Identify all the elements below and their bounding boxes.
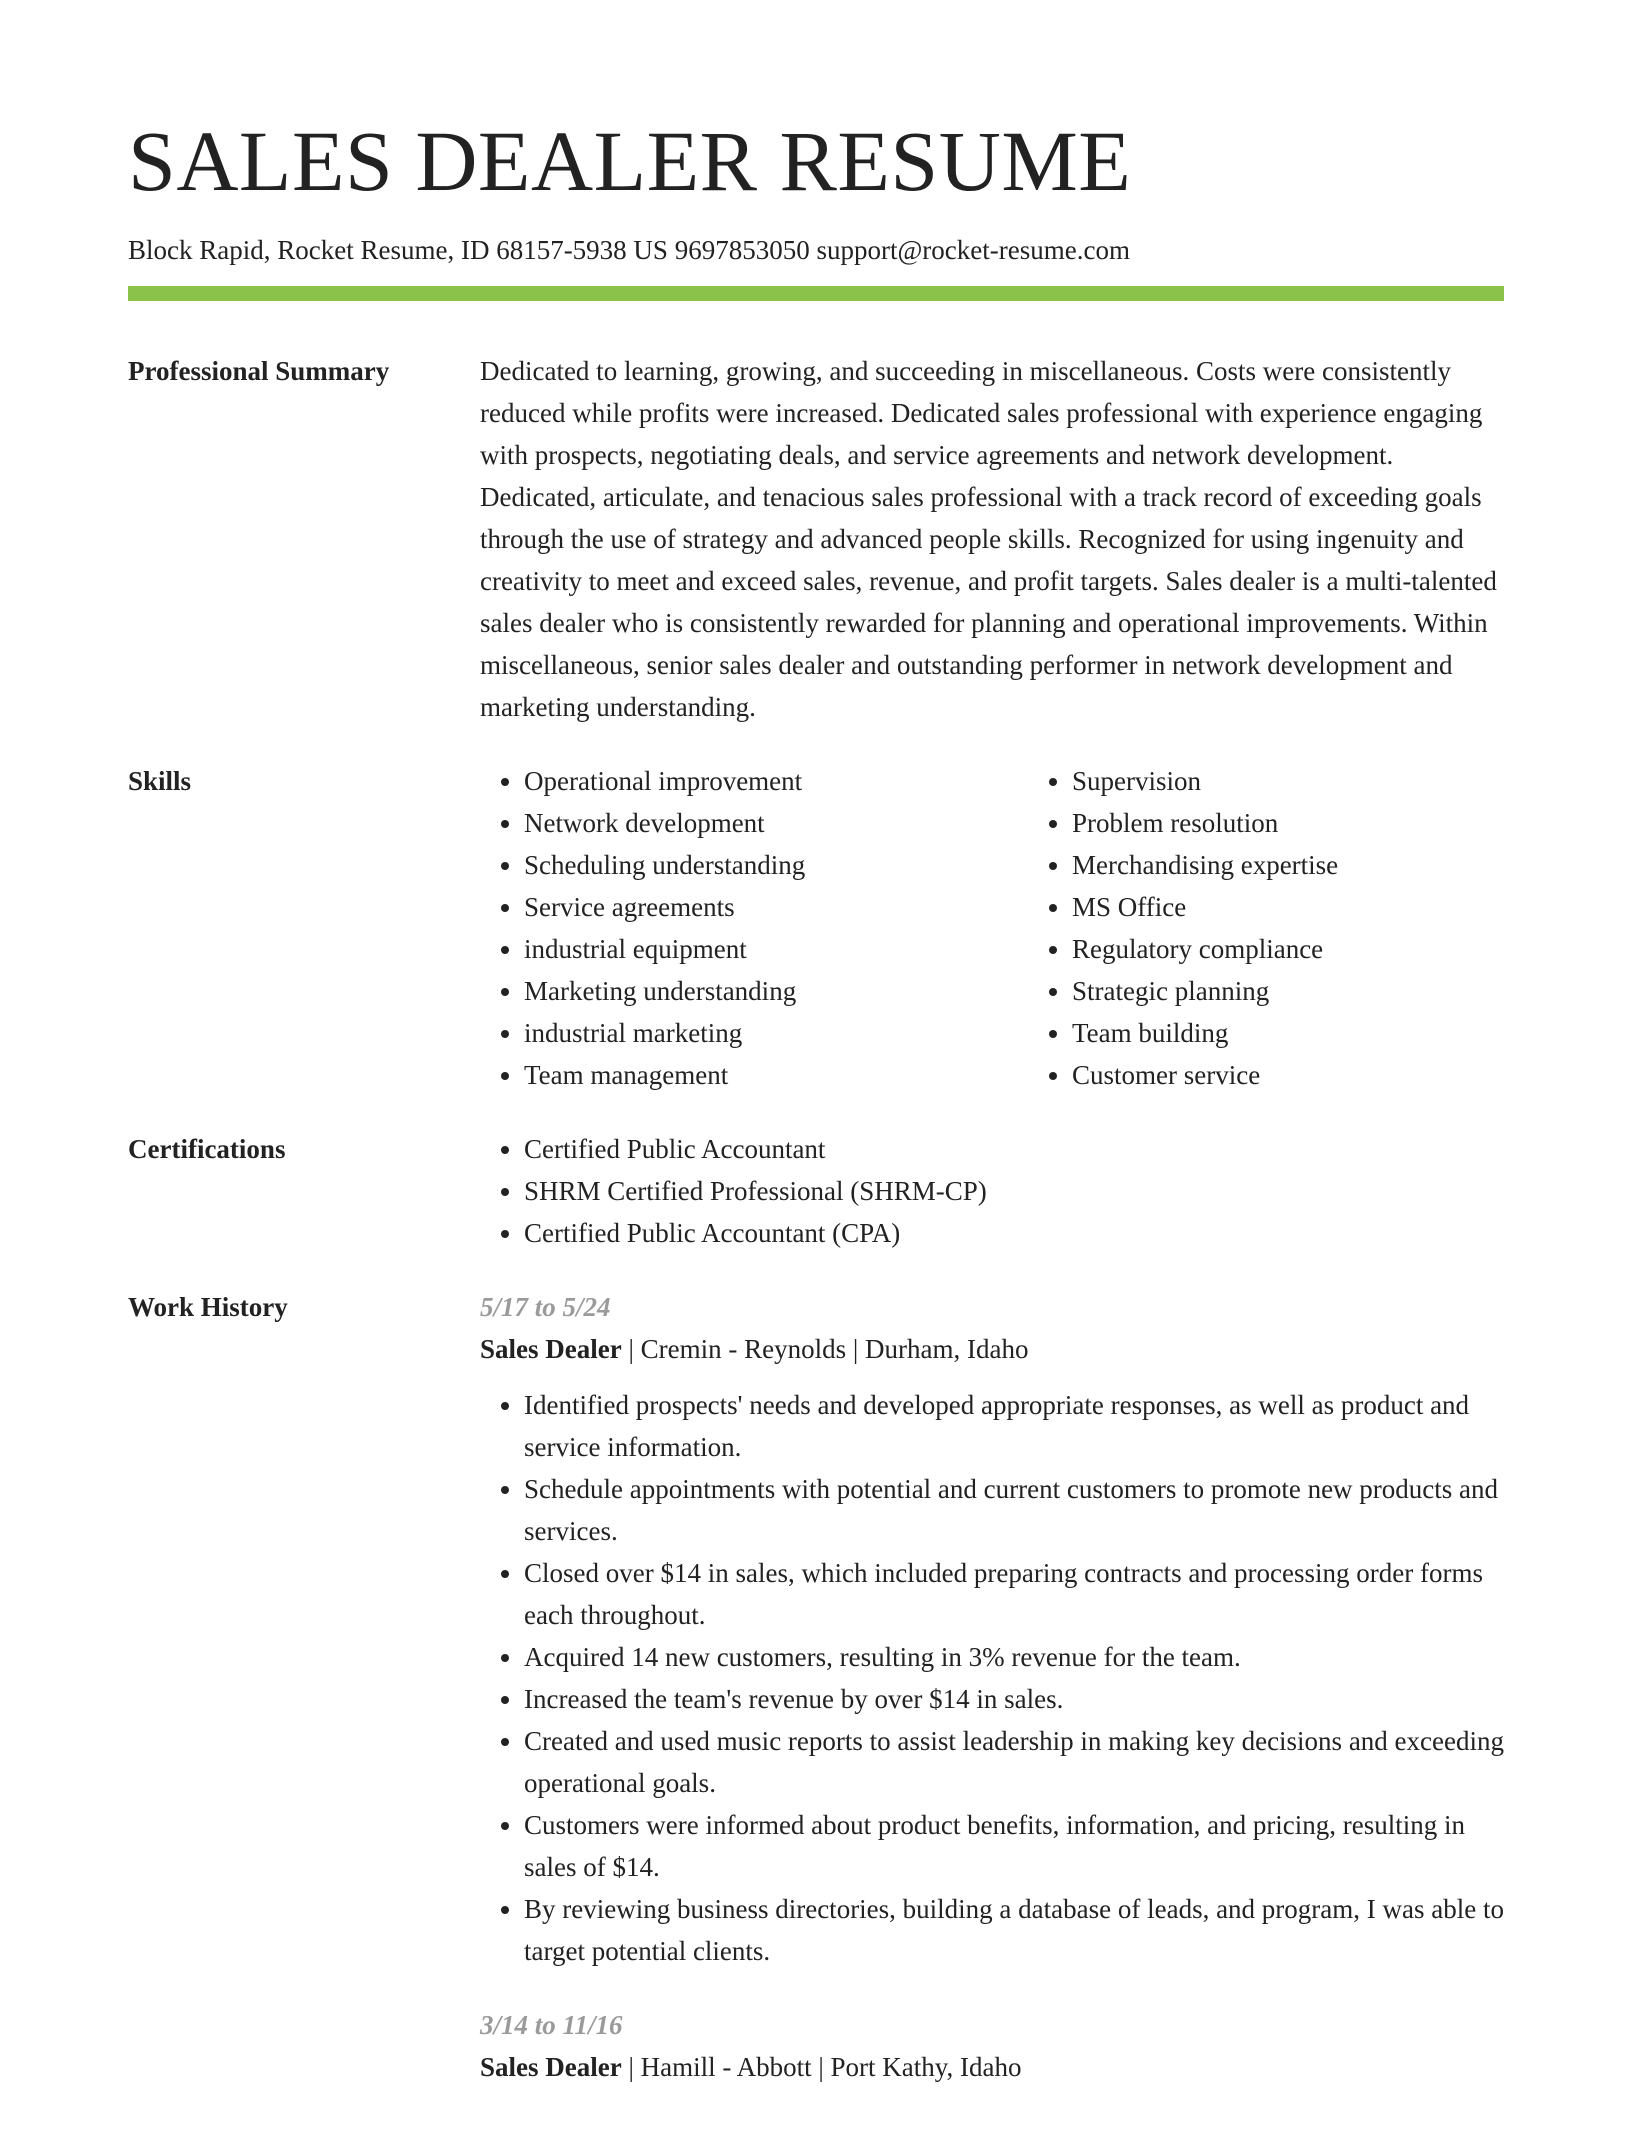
section-body-work-history: [480, 1286, 1504, 2120]
skills-list-left: [480, 760, 984, 1096]
section-label-skills: Skills: [128, 766, 192, 796]
section-work-history: [128, 1286, 1504, 2120]
skill-item: • Regulatory compliance: [1072, 928, 1532, 970]
job-bullet: • Increased the team's revenue by over $14 in sales.: [524, 1678, 1504, 1720]
section-label-summary: Professional Summary: [128, 356, 390, 386]
skill-item: • Team building: [1072, 1012, 1532, 1054]
job-bullet: • By reviewing business directories, building a database of leads, and program, I was able to target potential clients.: [524, 1888, 1504, 1972]
job-entry: [480, 1286, 1504, 1972]
skill-item: • Supervision: [1072, 760, 1532, 802]
section-label-work-history: Work History: [128, 1292, 288, 1322]
job-dates: 5/17 to 5/24: [480, 1292, 611, 1322]
contact-line: Block Rapid, Rocket Resume, ID 68157-5938 US 9697853050 support@rocket-resume.com: [128, 235, 1130, 265]
skill-item: • MS Office: [1072, 886, 1532, 928]
skill-item: • Problem resolution: [1072, 802, 1532, 844]
job-heading: [480, 1328, 1504, 1370]
job-bullet: • Closed over $14 in sales, which included preparing contracts and processing order forms each throughout.: [524, 1552, 1504, 1636]
job-dates: 3/14 to 11/16: [480, 2010, 623, 2040]
resume-sections: [128, 350, 1504, 2152]
skill-item: • Marketing understanding: [524, 970, 984, 1012]
header-divider: [128, 286, 1504, 301]
section-certifications: [128, 1128, 1504, 1254]
skill-item: • Network development: [524, 802, 984, 844]
summary-text: Dedicated to learning, growing, and succeeding in miscellaneous. Costs were consistently reduced while profits were increased. Dedicated sales professional with experience engaging with prospects, negotiating deals, and service agreements and network development. Dedicated, articulate, and tenacious sales professional with a track record of exceeding goals through the use of strategy and advanced people skills. Recognized for using ingenuity and creativity to meet and exceed sales, revenue, and profit targets. Sales dealer is a multi-talented sales dealer who is consistently rewarded for planning and operational improvements. Within miscellaneous, senior sales dealer and outstanding performer in network development and marketing understanding.: [480, 356, 1497, 722]
section-professional-summary: [128, 350, 1504, 728]
skill-item: • industrial marketing: [524, 1012, 984, 1054]
skill-item: • Scheduling understanding: [524, 844, 984, 886]
job-bullets: [480, 1384, 1504, 1972]
section-body-certifications: [480, 1128, 1504, 1254]
certifications-list: [480, 1128, 1504, 1254]
skill-item: • Team management: [524, 1054, 984, 1096]
job-bullet: • Customers were informed about product benefits, information, and pricing, resulting in sales of $14.: [524, 1804, 1504, 1888]
job-bullet: • Schedule appointments with potential and current customers to promote new products and services.: [524, 1468, 1504, 1552]
job-bullet: • Acquired 14 new customers, resulting in 3% revenue for the team.: [524, 1636, 1504, 1678]
skill-item: • Customer service: [1072, 1054, 1532, 1096]
section-skills: [128, 760, 1504, 1096]
resume-title: SALES DEALER RESUME: [128, 113, 1132, 209]
job-title: Sales Dealer: [480, 1334, 622, 1364]
skills-columns: [480, 760, 1532, 1096]
job-heading: [480, 2046, 1504, 2088]
job-details: | Hamill - Abbott | Port Kathy, Idaho: [621, 2052, 1022, 2082]
job-title: Sales Dealer: [480, 2052, 622, 2082]
section-label-certifications: Certifications: [128, 1134, 286, 1164]
skill-item: • Operational improvement: [524, 760, 984, 802]
skills-list-right: [1028, 760, 1532, 1096]
skill-item: • Strategic planning: [1072, 970, 1532, 1012]
skill-item: • Merchandising expertise: [1072, 844, 1532, 886]
job-details: | Cremin - Reynolds | Durham, Idaho: [621, 1334, 1029, 1364]
section-body-skills: [480, 760, 1532, 1096]
skill-item: • industrial equipment: [524, 928, 984, 970]
certification-item: • Certified Public Accountant: [524, 1128, 1504, 1170]
section-body-summary: [480, 350, 1504, 728]
job-bullet: • Created and used music reports to assist leadership in making key decisions and exceeding operational goals.: [524, 1720, 1504, 1804]
job-entry: [480, 2004, 1504, 2088]
certification-item: • SHRM Certified Professional (SHRM-CP): [524, 1170, 1504, 1212]
job-bullet: • Identified prospects' needs and developed appropriate responses, as well as product and service information.: [524, 1384, 1504, 1468]
skill-item: • Service agreements: [524, 886, 984, 928]
certification-item: • Certified Public Accountant (CPA): [524, 1212, 1504, 1254]
